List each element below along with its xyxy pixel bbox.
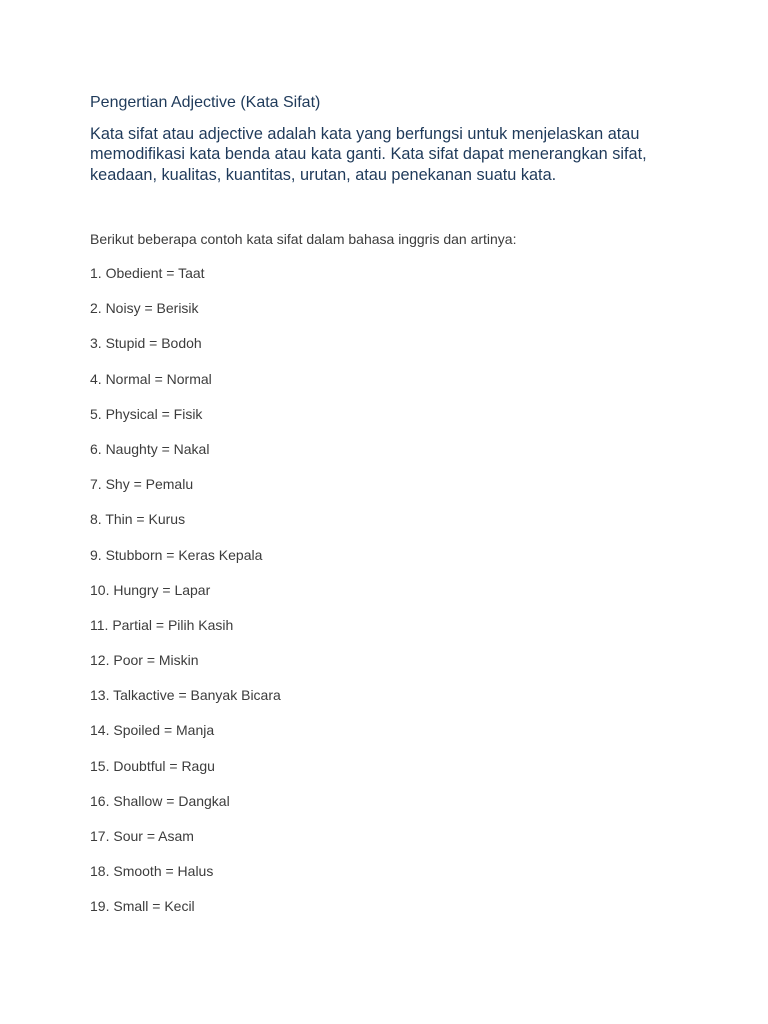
list-item: 19. Small = Kecil — [90, 898, 195, 915]
list-item: 3. Stupid = Bodoh — [90, 335, 202, 352]
lead-sentence: Berikut beberapa contoh kata sifat dalam bahasa inggris dan artinya: — [90, 231, 517, 247]
list-item: 11. Partial = Pilih Kasih — [90, 616, 234, 633]
list-item: 12. Poor = Miskin — [90, 652, 199, 669]
list-item: 9. Stubborn = Keras Kepala — [90, 546, 263, 563]
list-item: 1. Obedient = Taat — [90, 265, 205, 281]
adjective-list — [90, 264, 281, 933]
list-item: 2. Noisy = Berisik — [90, 300, 199, 317]
list-item: 7. Shy = Pemalu — [90, 476, 194, 493]
list-item: 14. Spoiled = Manja — [90, 722, 215, 739]
list-item: 17. Sour = Asam — [90, 828, 194, 844]
list-item: 15. Doubtful = Ragu — [90, 757, 215, 774]
document-heading: Pengertian Adjective (Kata Sifat) — [90, 94, 321, 111]
list-item: 6. Naughty = Nakal — [90, 440, 210, 457]
list-item: 4. Normal = Normal — [90, 370, 212, 387]
list-item: 10. Hungry = Lapar — [90, 581, 211, 598]
list-item: 8. Thin = Kurus — [90, 511, 186, 528]
list-item: 13. Talkactive = Banyak Bicara — [90, 687, 281, 704]
intro-paragraph: Kata sifat atau adjective adalah kata yang berfungsi untuk menjelaskan atau memodifikasi kata benda atau kata ganti. Kata sifat dapat menerangkan sifat, keadaan, kualitas, kuantitas, urutan, atau penekanan suatu kata. — [90, 125, 647, 184]
list-item: 18. Smooth = Halus — [90, 863, 214, 880]
list-item: 16. Shallow = Dangkal — [90, 792, 230, 809]
list-item: 5. Physical = Fisik — [90, 405, 203, 422]
